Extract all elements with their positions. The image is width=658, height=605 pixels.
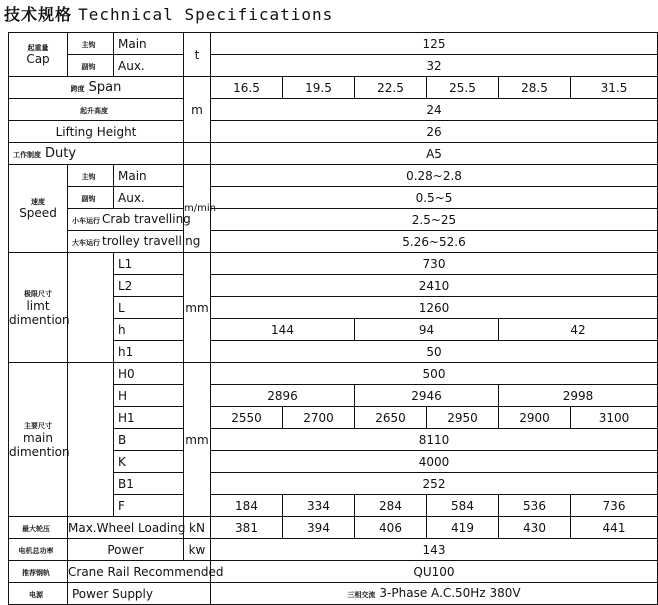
limit-L1-value: 730 [211, 253, 658, 275]
cap-aux-label: Aux. [114, 55, 184, 77]
cap-main-zh: 主钩 [81, 40, 96, 49]
main-H1-value: 2700 [283, 407, 355, 429]
row-speed-aux: 副钩 Aux. 0.5~5 [9, 187, 658, 209]
supply-value: 三相交流 3-Phase A.C.50Hz 380V [211, 583, 658, 605]
main-B1-label: B1 [114, 473, 184, 495]
limit-unit: mm [184, 253, 211, 363]
limit-L-value: 1260 [211, 297, 658, 319]
power-unit: kw [184, 539, 211, 561]
row-supply [9, 583, 658, 605]
limit-h1-label: h1 [114, 341, 184, 363]
speed-trolley-label: 大车运行 trolley travelling [68, 231, 184, 253]
page-title [4, 2, 333, 25]
main-F-label: F [114, 495, 184, 517]
span-value: 28.5 [499, 77, 571, 99]
main-F-value: 184 [211, 495, 283, 517]
row-limit-L1 [9, 253, 658, 275]
row-span [9, 77, 658, 99]
rail-value: QU100 [211, 561, 658, 583]
cap-unit: t [184, 33, 211, 77]
power-label: Power [68, 539, 184, 561]
main-H-label: H [114, 385, 184, 407]
wheel-value: 406 [355, 517, 427, 539]
power-zh: 电机总功率 [18, 546, 54, 555]
main-H1-value: 2950 [427, 407, 499, 429]
main-H1-label: H1 [114, 407, 184, 429]
duty-label: 工作制度 Duty [9, 143, 184, 165]
wheel-unit: kN [184, 517, 211, 539]
speed-unit: m/min [184, 165, 211, 253]
span-value: 25.5 [427, 77, 499, 99]
row-speed-crab [9, 209, 658, 231]
title-zh: 技术规格 [4, 5, 73, 24]
limit-L2-label: L2 [114, 275, 184, 297]
wheel-value: 419 [427, 517, 499, 539]
spec-table [8, 32, 658, 605]
limit-h-value: 94 [355, 319, 499, 341]
span-value: 19.5 [283, 77, 355, 99]
main-dim-unit: mm [184, 363, 211, 517]
cap-label: 起重量 Cap [9, 33, 68, 77]
limit-L-label: L [114, 297, 184, 319]
main-H1-value: 3100 [571, 407, 658, 429]
span-label: 跨度 Span [9, 77, 184, 99]
limit-h-value: 42 [499, 319, 658, 341]
main-H0-label: H0 [114, 363, 184, 385]
speed-trolley-value: 5.26~52.6 [211, 231, 658, 253]
wheel-value: 381 [211, 517, 283, 539]
row-speed-trolley [9, 231, 658, 253]
main-B-value: 8110 [211, 429, 658, 451]
row-power [9, 539, 658, 561]
speed-main-value: 0.28~2.8 [211, 165, 658, 187]
span-value: 22.5 [355, 77, 427, 99]
span-value: 31.5 [571, 77, 658, 99]
speed-crab-label: 小车运行 Crab travelling [68, 209, 184, 231]
cap-main-value: 125 [211, 33, 658, 55]
main-H1-value: 2550 [211, 407, 283, 429]
power-value: 143 [211, 539, 658, 561]
row-main-H0 [9, 363, 658, 385]
row-duty [9, 143, 658, 165]
row-lift-1 [9, 99, 658, 121]
rail-label: Crane Rail Recommended [68, 561, 211, 583]
main-B1-value: 252 [211, 473, 658, 495]
limit-h1-value: 50 [211, 341, 658, 363]
supply-zh: 电源 [29, 590, 43, 599]
span-value: 16.5 [211, 77, 283, 99]
limit-h-value: 144 [211, 319, 355, 341]
rail-zh: 推荐钢轨 [22, 568, 50, 577]
main-dim-label: 主要尺寸 main dimention [9, 363, 68, 517]
speed-crab-value: 2.5~25 [211, 209, 658, 231]
cap-main-label: Main [114, 33, 184, 55]
limit-L2-value: 2410 [211, 275, 658, 297]
main-H-value: 2896 [211, 385, 355, 407]
wheel-value: 430 [499, 517, 571, 539]
speed-main-label: Main [114, 165, 184, 187]
row-wheel [9, 517, 658, 539]
lift-value-1: 24 [211, 99, 658, 121]
row-speed-main: 速度 Speed 主钩 Main m/min 0.28~2.8 [9, 165, 658, 187]
wheel-value: 441 [571, 517, 658, 539]
main-F-value: 584 [427, 495, 499, 517]
main-F-value: 736 [571, 495, 658, 517]
title-en: Technical Specifications [78, 5, 334, 24]
cap-aux-value: 32 [211, 55, 658, 77]
limit-L1-label: L1 [114, 253, 184, 275]
supply-label: Power Supply [68, 583, 211, 605]
m-unit: m [184, 77, 211, 143]
duty-value: A5 [211, 143, 658, 165]
limit-label: 极限尺寸 limt dimention [9, 253, 68, 363]
row-lift-2 [9, 121, 658, 143]
main-K-value: 4000 [211, 451, 658, 473]
main-H0-value: 500 [211, 363, 658, 385]
wheel-label: Max.Wheel Loading [68, 517, 184, 539]
main-B-label: B [114, 429, 184, 451]
lift-label: Lifting Height [9, 121, 184, 143]
main-K-label: K [114, 451, 184, 473]
speed-aux-value: 0.5~5 [211, 187, 658, 209]
main-F-value: 536 [499, 495, 571, 517]
limit-h-label: h [114, 319, 184, 341]
main-F-value: 334 [283, 495, 355, 517]
main-H1-value: 2650 [355, 407, 427, 429]
main-F-value: 284 [355, 495, 427, 517]
row-cap-aux [9, 55, 658, 77]
main-H-value: 2998 [499, 385, 658, 407]
main-H1-value: 2900 [499, 407, 571, 429]
main-H-value: 2946 [355, 385, 499, 407]
lift-value-2: 26 [211, 121, 658, 143]
cap-aux-zh: 副钩 [81, 62, 96, 71]
speed-aux-label: Aux. [114, 187, 184, 209]
row-rail [9, 561, 658, 583]
wheel-zh: 最大轮压 [22, 524, 50, 533]
lift-zh: 起升高度 [9, 99, 184, 121]
row-cap-main [9, 33, 658, 55]
speed-label: 速度 Speed [9, 165, 68, 253]
wheel-value: 394 [283, 517, 355, 539]
